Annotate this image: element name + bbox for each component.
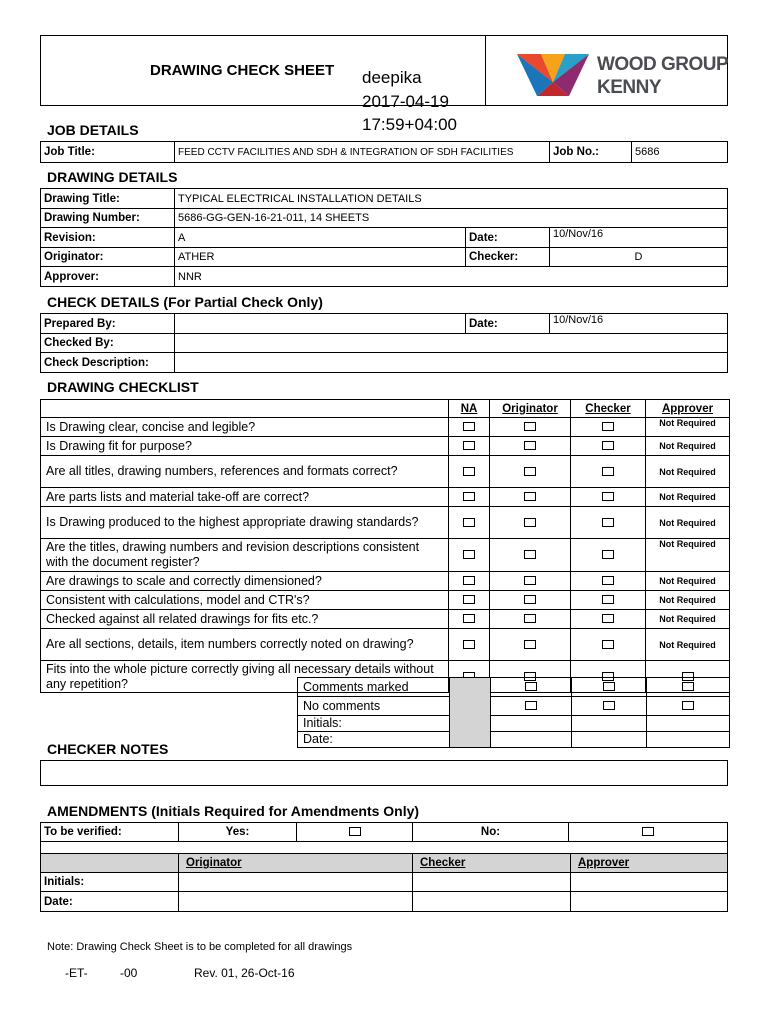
- originator-value: ATHER: [175, 248, 466, 267]
- initials-label: Initials:: [298, 716, 450, 732]
- checklist-na-cell[interactable]: [449, 456, 490, 488]
- checklist-question: Are all sections, details, item numbers correctly noted on drawing?: [41, 629, 449, 661]
- checkbox[interactable]: [603, 682, 615, 691]
- checklist-approver-cell: [646, 437, 730, 456]
- checkbox[interactable]: [602, 550, 614, 559]
- checkbox[interactable]: [525, 682, 537, 691]
- checklist-table: [40, 399, 730, 693]
- no-comments-label: No comments: [298, 697, 450, 716]
- footer-revision: Rev. 01, 26-Oct-16: [194, 966, 295, 980]
- job-title-value: FEED CCTV FACILITIES AND SDH & INTEGRATION OF SDH FACILITIES: [175, 142, 550, 163]
- checker-notes-field[interactable]: [40, 760, 728, 786]
- drawing-number-value: 5686-GG-GEN-16-21-011, 14 SHEETS: [175, 209, 728, 228]
- checkbox[interactable]: [602, 492, 614, 501]
- job-details-heading: JOB DETAILS: [47, 122, 139, 138]
- checklist-originator-cell[interactable]: [490, 572, 571, 591]
- date-label: Date:: [466, 228, 550, 248]
- checkbox[interactable]: [524, 595, 536, 604]
- checkbox[interactable]: [463, 640, 475, 649]
- footer-code-b: -00: [120, 966, 138, 980]
- date-checker[interactable]: [572, 732, 647, 748]
- checkbox[interactable]: [463, 576, 475, 585]
- checklist-na-cell[interactable]: [449, 629, 490, 661]
- checkbox[interactable]: [602, 576, 614, 585]
- job-title-label: Job Title:: [41, 142, 175, 163]
- checkbox[interactable]: [463, 492, 475, 501]
- checklist-approver-cell: [646, 507, 730, 539]
- initials-checker[interactable]: [572, 716, 647, 732]
- col-na: NA: [449, 400, 490, 418]
- checkbox[interactable]: [682, 682, 694, 691]
- date-label: Date:: [298, 732, 450, 748]
- comments-marked-approver[interactable]: [647, 678, 730, 697]
- checklist-checker-cell[interactable]: [571, 418, 646, 437]
- no-comments-checker[interactable]: [572, 697, 647, 716]
- checklist-originator-cell[interactable]: [490, 488, 571, 507]
- col-checker: Checker: [571, 400, 646, 418]
- checkbox[interactable]: [524, 550, 536, 559]
- amend-initials-label: Initials:: [41, 873, 179, 892]
- checklist-na-cell[interactable]: [449, 591, 490, 610]
- comments-marked-originator[interactable]: [491, 678, 572, 697]
- yes-checkbox[interactable]: [349, 827, 361, 836]
- checkbox[interactable]: [463, 467, 475, 476]
- originator-label: Originator:: [41, 248, 175, 267]
- amend-initials-approver[interactable]: [571, 873, 728, 892]
- checklist-checker-cell[interactable]: [571, 539, 646, 572]
- checkbox[interactable]: [524, 518, 536, 527]
- checkbox[interactable]: [463, 518, 475, 527]
- checklist-question: Checked against all related drawings for fits etc.?: [41, 610, 449, 629]
- not-required-text: Not Required: [659, 595, 716, 605]
- not-required-text: Not Required: [659, 576, 716, 586]
- checkbox[interactable]: [524, 441, 536, 450]
- checklist-originator-cell[interactable]: [490, 437, 571, 456]
- checklist-approver-cell: [646, 488, 730, 507]
- job-no-value: 5686: [632, 142, 728, 163]
- check-details-table: [40, 313, 728, 373]
- checklist-checker-cell[interactable]: [571, 437, 646, 456]
- comments-table: [297, 677, 730, 748]
- checkbox[interactable]: [602, 518, 614, 527]
- not-required-text: Not Required: [659, 418, 716, 428]
- yes-checkbox-cell[interactable]: [297, 823, 413, 842]
- checklist-question: Consistent with calculations, model and CTR's?: [41, 591, 449, 610]
- checkbox[interactable]: [525, 701, 537, 710]
- date-originator[interactable]: [491, 732, 572, 748]
- checkbox[interactable]: [463, 441, 475, 450]
- no-checkbox-cell[interactable]: [569, 823, 728, 842]
- checklist-originator-cell[interactable]: [490, 418, 571, 437]
- job-details-table: [40, 141, 728, 163]
- drawing-number-label: Drawing Number:: [41, 209, 175, 228]
- checklist-na-cell[interactable]: [449, 507, 490, 539]
- checkbox[interactable]: [524, 492, 536, 501]
- checklist-question: Are parts lists and material take-off are correct?: [41, 488, 449, 507]
- checklist-question: Are drawings to scale and correctly dimensioned?: [41, 572, 449, 591]
- checklist-approver-cell: [646, 539, 730, 572]
- job-no-label: Job No.:: [550, 142, 632, 163]
- checkbox[interactable]: [602, 595, 614, 604]
- checklist-approver-cell: [646, 629, 730, 661]
- approver-value: NNR: [175, 267, 728, 287]
- checklist-question: Is Drawing fit for purpose?: [41, 437, 449, 456]
- amend-date-approver[interactable]: [571, 892, 728, 912]
- checker-notes-heading: CHECKER NOTES: [47, 741, 169, 757]
- checkbox[interactable]: [602, 640, 614, 649]
- checkbox[interactable]: [463, 614, 475, 623]
- logo-text-line2: KENNY: [597, 77, 662, 98]
- amend-date-label: Date:: [41, 892, 179, 912]
- checkbox[interactable]: [603, 701, 615, 710]
- checkbox[interactable]: [524, 640, 536, 649]
- checklist-checker-cell[interactable]: [571, 591, 646, 610]
- checkbox[interactable]: [602, 614, 614, 623]
- not-required-text: Not Required: [659, 639, 716, 650]
- checklist-checker-cell[interactable]: [571, 572, 646, 591]
- checklist-originator-cell[interactable]: [490, 629, 571, 661]
- checklist-originator-cell[interactable]: [490, 539, 571, 572]
- comments-marked-checker[interactable]: [572, 678, 647, 697]
- stamp-time: 17:59+04:00: [362, 115, 458, 134]
- col-approver: Approver: [646, 400, 730, 418]
- no-label: No:: [413, 823, 569, 842]
- checklist-checker-cell[interactable]: [571, 629, 646, 661]
- footer-note: Note: Drawing Check Sheet is to be completed for all drawings: [47, 941, 353, 953]
- checklist-question: Fits into the whole picture correctly giving all necessary details without any repetition?: [41, 661, 449, 693]
- checklist-na-cell[interactable]: [449, 572, 490, 591]
- checkbox[interactable]: [682, 701, 694, 710]
- revision-value: A: [175, 228, 466, 248]
- checkbox[interactable]: [524, 614, 536, 623]
- checklist-approver-cell: [646, 572, 730, 591]
- document-title: DRAWING CHECK SHEET: [150, 62, 335, 79]
- check-date-value: 10/Nov/16: [550, 314, 728, 334]
- checkbox[interactable]: [524, 422, 536, 431]
- checklist-checker-cell[interactable]: [571, 507, 646, 539]
- wood-group-logo-icon: [517, 54, 589, 96]
- checklist-question: Is Drawing produced to the highest appropriate drawing standards?: [41, 507, 449, 539]
- checklist-na-cell[interactable]: [449, 418, 490, 437]
- checklist-na-cell[interactable]: [449, 488, 490, 507]
- checklist-originator-cell[interactable]: [490, 610, 571, 629]
- checkbox[interactable]: [463, 595, 475, 604]
- no-comments-approver[interactable]: [647, 697, 730, 716]
- not-required-text: Not Required: [659, 517, 716, 528]
- approver-label: Approver:: [41, 267, 175, 287]
- checklist-approver-cell: [646, 418, 730, 437]
- initials-originator[interactable]: [491, 716, 572, 732]
- prepared-by-field[interactable]: [175, 314, 466, 334]
- checkbox[interactable]: [463, 422, 475, 431]
- checked-by-label: Checked By:: [41, 334, 175, 353]
- checkbox[interactable]: [524, 576, 536, 585]
- checklist-checker-cell[interactable]: [571, 610, 646, 629]
- drawing-checklist-heading: DRAWING CHECKLIST: [47, 379, 199, 395]
- not-required-text: Not Required: [659, 492, 716, 502]
- not-required-text: Not Required: [659, 466, 716, 477]
- check-description-field[interactable]: [175, 353, 728, 373]
- checklist-na-cell[interactable]: [449, 610, 490, 629]
- stamp-user: deepika: [362, 68, 422, 87]
- checklist-originator-cell[interactable]: [490, 591, 571, 610]
- revision-label: Revision:: [41, 228, 175, 248]
- amend-initials-checker[interactable]: [413, 873, 571, 892]
- not-required-text: Not Required: [659, 614, 716, 624]
- to-be-verified-label: To be verified:: [41, 823, 179, 842]
- no-checkbox[interactable]: [642, 827, 654, 836]
- stamp-date: 2017-04-19: [362, 92, 449, 111]
- checklist-na-cell[interactable]: [449, 437, 490, 456]
- date-approver[interactable]: [647, 732, 730, 748]
- checklist-originator-cell[interactable]: [490, 507, 571, 539]
- checked-by-field[interactable]: [175, 334, 728, 353]
- not-required-text: Not Required: [659, 539, 716, 549]
- drawing-title-label: Drawing Title:: [41, 189, 175, 209]
- comments-marked-label: Comments marked: [298, 678, 450, 697]
- checklist-checker-cell[interactable]: [571, 488, 646, 507]
- checkbox[interactable]: [524, 467, 536, 476]
- checker-value: D: [550, 248, 728, 267]
- checkbox[interactable]: [602, 467, 614, 476]
- checkbox[interactable]: [602, 441, 614, 450]
- checklist-question: Are the titles, drawing numbers and revision descriptions consistent with the document register?: [41, 539, 449, 572]
- checklist-originator-cell[interactable]: [490, 456, 571, 488]
- checker-label: Checker:: [466, 248, 550, 267]
- amend-initials-originator[interactable]: [179, 873, 413, 892]
- check-description-label: Check Description:: [41, 353, 175, 373]
- checkbox[interactable]: [602, 422, 614, 431]
- date-value: 10/Nov/16: [550, 228, 728, 248]
- header-divider: [485, 35, 486, 106]
- amendments-signoff-table: [40, 853, 728, 912]
- checklist-approver-cell: [646, 456, 730, 488]
- amend-col-originator: Originator: [179, 854, 413, 873]
- col-originator: Originator: [490, 400, 571, 418]
- amend-date-checker[interactable]: [413, 892, 571, 912]
- amend-date-originator[interactable]: [179, 892, 413, 912]
- checklist-approver-cell: [646, 610, 730, 629]
- check-details-heading: CHECK DETAILS (For Partial Check Only): [47, 294, 323, 310]
- drawing-details-heading: DRAWING DETAILS: [47, 169, 178, 185]
- prepared-by-label: Prepared By:: [41, 314, 175, 334]
- checklist-approver-cell: [646, 591, 730, 610]
- logo-text-line1: WOOD GROUP: [597, 54, 729, 75]
- check-date-label: Date:: [466, 314, 550, 334]
- drawing-title-value: TYPICAL ELECTRICAL INSTALLATION DETAILS: [175, 189, 728, 209]
- drawing-details-table: [40, 188, 728, 287]
- no-comments-originator[interactable]: [491, 697, 572, 716]
- checklist-na-cell[interactable]: [449, 539, 490, 572]
- checkbox[interactable]: [463, 550, 475, 559]
- initials-approver[interactable]: [647, 716, 730, 732]
- amendments-heading: AMENDMENTS (Initials Required for Amendments Only): [47, 803, 420, 819]
- not-required-text: Not Required: [659, 441, 716, 451]
- checklist-question: Are all titles, drawing numbers, references and formats correct?: [41, 456, 449, 488]
- checklist-question: Is Drawing clear, concise and legible?: [41, 418, 449, 437]
- amend-col-approver: Approver: [571, 854, 728, 873]
- yes-label: Yes:: [179, 823, 297, 842]
- amend-col-checker: Checker: [413, 854, 571, 873]
- checklist-checker-cell[interactable]: [571, 456, 646, 488]
- footer-code-a: -ET-: [65, 966, 88, 980]
